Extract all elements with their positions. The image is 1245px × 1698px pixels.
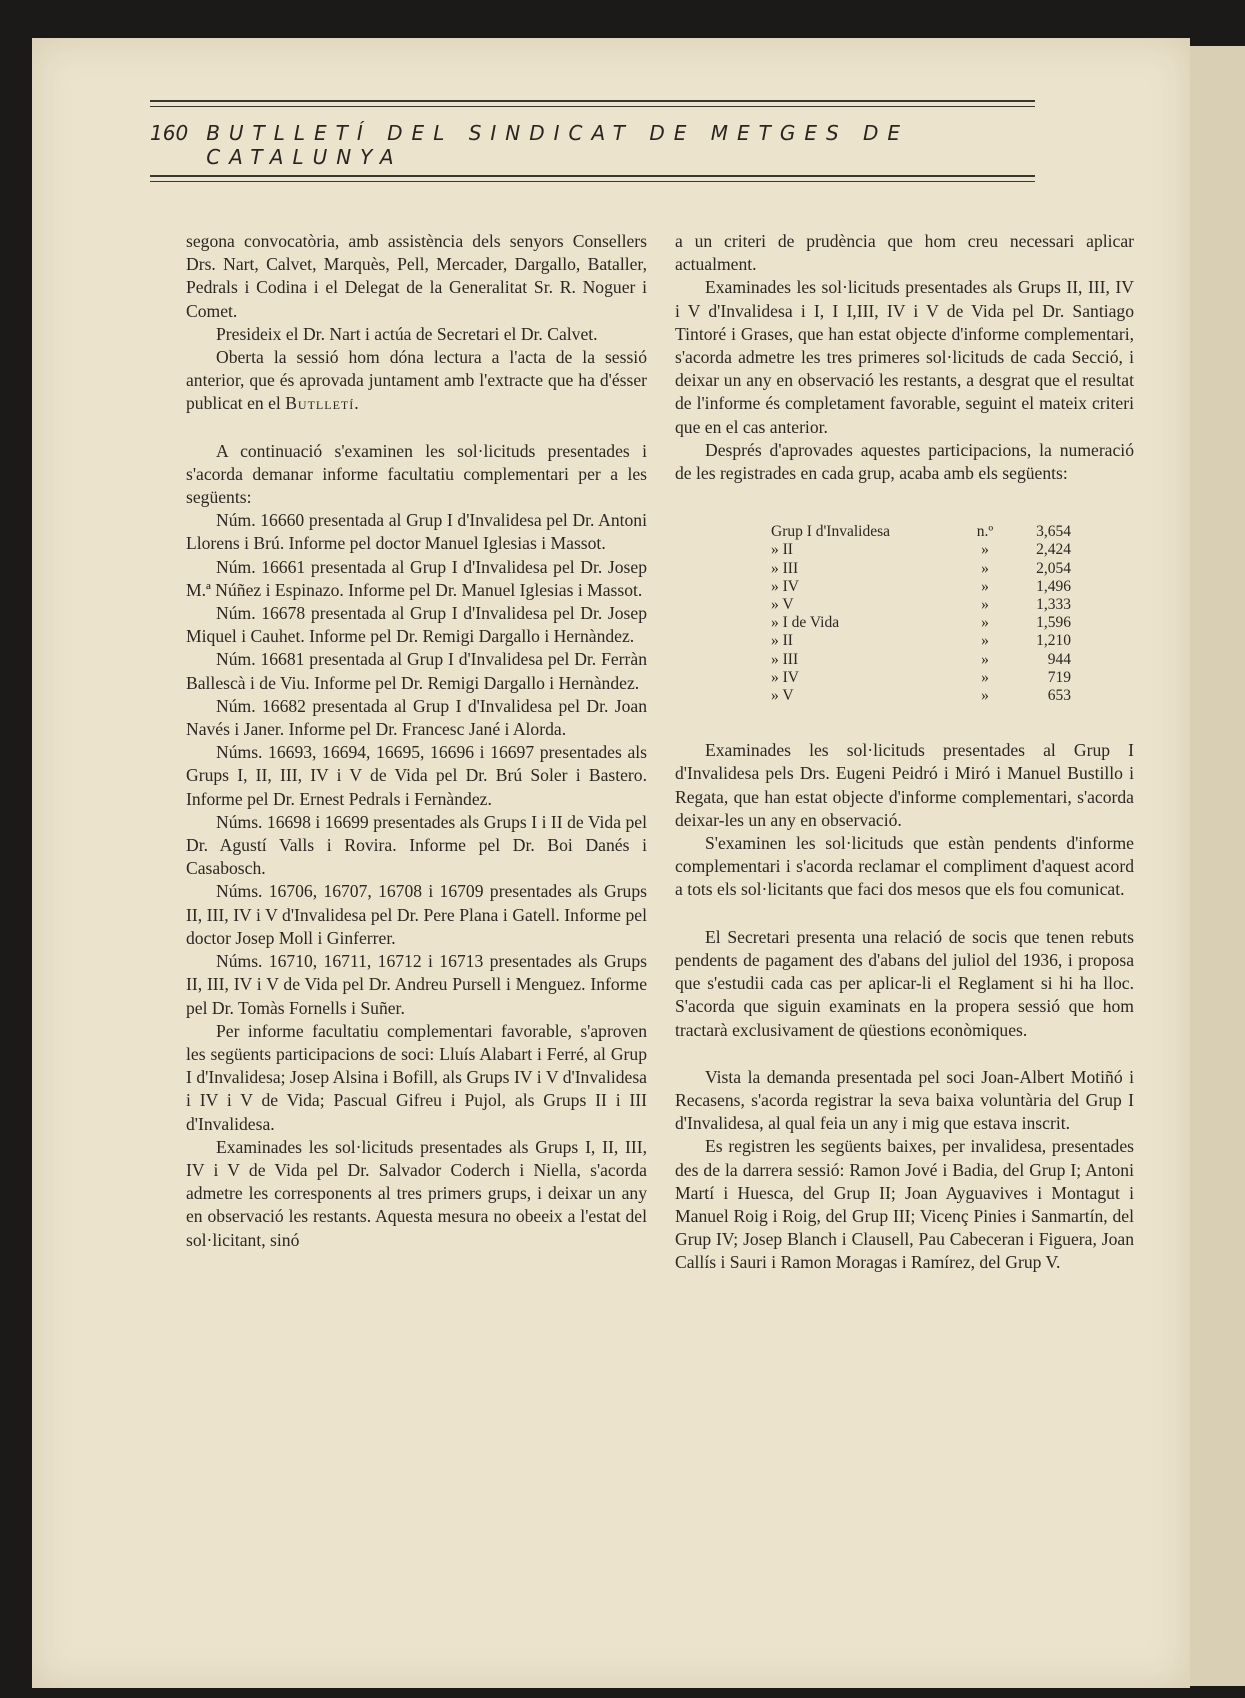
paragraph: Presideix el Dr. Nart i actúa de Secretari el Dr. Calvet.	[216, 323, 598, 344]
journal-title: BUTLLETÍ DEL SINDICAT DE METGES DE CATALUNYA	[206, 121, 910, 169]
paragraph: El Secretari presenta una relació de socis que tenen rebuts pendents de pagament des d'abans del juliol del 1936, i proposa que s'estudii cada cas per aplicar-li el Reglament si hi ha lloc. S'acorda que siguin examinats en la propera sessió que hom tractarà exclusivament de qüestions econòmiques.	[675, 926, 1134, 1040]
paragraph: Examinades les sol·licituds presentades als Grups I, II, III, IV i V de Vida pel Dr. Salvador Coderch i Niella, s'acorda admetre les corresponents al tres primers grups, i deixar un any en observació les restants. Aquesta mesura no obeeix a l'estat del sol·licitant, sinó	[186, 1136, 647, 1250]
paragraph: Examinades les sol·licituds presentades al Grup I d'Invalidesa pels Drs. Eugeni Peidró i Miró i Manuel Bustillo i Regata, que han estat objecte d'informe complementari, s'acorda deixar-les un any en observació.	[675, 740, 1134, 830]
registration-count: 1,596	[1036, 614, 1071, 632]
registration-count: 719	[1047, 668, 1071, 686]
group-label: » IV	[771, 577, 799, 595]
table-row	[771, 687, 1071, 705]
paragraph: Núm. 16678 presentada al Grup I d'Invalidesa pel Dr. Josep Miquel i Cauhet. Informe pel Dr. Remigi Dargallo i Hernàndez.	[186, 603, 647, 647]
table-row	[771, 523, 1071, 541]
paragraph: Núm. 16682 presentada al Grup I d'Invalidesa pel Dr. Joan Navés i Janer. Informe pel Dr. Francesc Jané i Alorda.	[186, 695, 647, 740]
paragraph	[186, 346, 647, 416]
next-page-edge	[1190, 46, 1245, 1686]
group-label: » II	[771, 632, 793, 650]
paragraph: Per informe facultatiu complementari favorable, s'aproven les següents participacions de soci: Lluís Alabart i Ferré, al Grup I d'Invalidesa; Josep Alsina i Bofill, als Grups IV i V d'Invalidesa i IV i V de Vida; Pascual Gifreu i Pujol, als Grups II i III d'Invalidesa.	[186, 1020, 647, 1134]
paragraph: S'examinen les sol·licituds que estàn pendents d'informe complementari i s'acorda reclamar el compliment d'aquest acord a tots els sol·licitants que faci dos mesos que els fou comunicat.	[675, 833, 1134, 900]
number-mark: n.º	[976, 523, 994, 541]
registration-count: 2,424	[1036, 541, 1071, 559]
paragraph: Núm. 16661 presentada al Grup I d'Invalidesa pel Dr. Josep M.ª Núñez i Espinazo. Informe pel Dr. Manuel Iglesias i Massot.	[186, 556, 647, 600]
number-mark: »	[981, 559, 989, 577]
paragraph: Núms. 16706, 16707, 16708 i 16709 presentades als Grups II, III, IV i V d'Invalidesa pel Dr. Pere Plana i Gatell. Informe pel doctor Josep Moll i Ginferrer.	[186, 881, 647, 948]
right-column	[675, 230, 1134, 1275]
group-label: » III	[771, 559, 799, 577]
table-row	[771, 560, 1071, 578]
paragraph-text: Oberta la sessió hom dóna lectura a l'acta de la sessió anterior, que és aprovada juntament amb l'extracte que ha d'ésser publicat en el	[186, 347, 647, 414]
number-mark: »	[981, 650, 989, 668]
paragraph: segona convocatòria, amb assistència dels senyors Consellers Drs. Nart, Calvet, Marquès, Pell, Mercader, Dargallo, Bataller, Pedrals i Codina i el Delegat de la Generalitat Sr. R. Noguer i Comet.	[186, 231, 647, 321]
paragraph: Núm. 16660 presentada al Grup I d'Invalidesa pel Dr. Antoni Llorens i Brú. Informe pel doctor Manuel Iglesias i Massot.	[186, 510, 647, 554]
paragraph: Després d'aprovades aquestes participacions, la numeració de les registrades en cada grup, acaba amb els següents:	[675, 439, 1134, 484]
paragraph: Núms. 16698 i 16699 presentades als Grups I i II de Vida pel Dr. Agustí Valls i Rovira. Informe pel Dr. Boi Danés i Casabosch.	[186, 811, 647, 879]
left-column	[186, 230, 647, 1252]
table-row	[771, 596, 1071, 614]
paragraph: Examinades les sol·licituds presentades als Grups II, III, IV i V d'Invalidesa i I, I I,III, IV i V de Vida pel Dr. Santiago Tintoré i Grases, que han estat objecte d'informe complementari, s'acorda admetre les tres primeres sol·licituds de cada Secció, i deixar un any en observació les restants, a desgrat que el resultat de l'informe és completament favorable, seguint el mateix criteri que en el cas anterior.	[675, 277, 1134, 437]
paragraph: Núm. 16681 presentada al Grup I d'Invalidesa pel Dr. Ferràn Ballescà i de Viu. Informe pel Dr. Remigi Dargallo i Hernàndez.	[186, 649, 647, 693]
table-row	[771, 614, 1071, 632]
group-label: » I de Vida	[771, 614, 840, 632]
table-row	[771, 632, 1071, 650]
number-mark: »	[981, 687, 989, 705]
number-mark: »	[981, 541, 989, 559]
number-mark: »	[981, 614, 989, 632]
number-mark: »	[981, 668, 989, 686]
group-label: » IV	[771, 668, 799, 686]
group-label: » V	[771, 687, 794, 705]
paragraph: a un criteri de prudència que hom creu necessari aplicar actualment.	[675, 231, 1134, 275]
paragraph: Es registren les següents baixes, per invalidesa, presentades des de la darrera sessió: Ramon Jové i Badia, del Grup I; Antoni Martí i Huesca, del Grup II; Joan Ayguavives i Montagut i Manuel Roig i Roig, del Grup III; Vicenç Pinies i Sanmartín, del Grup IV; Josep Blanch i Clausell, Pau Cabeceran i Figuera, Joan Callís i Sauri i Ramon Moragas i Ramírez, del Grup V.	[675, 1136, 1134, 1273]
paragraph: Núms. 16710, 16711, 16712 i 16713 presentades als Grups II, III, IV i V de Vida pel Dr. Andreu Pursell i Menguez. Informe pel Dr. Tomàs Fornells i Suñer.	[186, 951, 647, 1018]
page-number: 160	[150, 121, 189, 145]
group-label: Grup I d'Invalidesa	[771, 523, 891, 541]
registration-count: 1,496	[1036, 577, 1071, 595]
header-line	[150, 107, 1035, 175]
number-mark: »	[981, 596, 989, 614]
header-bottom-rule-thin	[150, 181, 1035, 182]
group-label: » III	[771, 650, 799, 668]
paragraph: A continuació s'examinen les sol·licituds presentades i s'acorda demanar informe facultatiu complementari per a les següents:	[186, 440, 647, 508]
paragraph: Núms. 16693, 16694, 16695, 16696 i 16697 presentades als Grups I, II, III, IV i V de Vida pel Dr. Brú Soler i Bastero. Informe pel Dr. Ernest Pedrals i Fernàndez.	[186, 742, 647, 809]
table-row	[771, 651, 1071, 669]
table-row	[771, 578, 1071, 596]
header-bottom-rule	[150, 175, 1035, 177]
registration-count: 3,654	[1036, 523, 1071, 541]
butlleti-word: Butlletí.	[285, 393, 360, 414]
running-header	[150, 100, 1035, 182]
table-row	[771, 669, 1071, 687]
group-label: » V	[771, 596, 794, 614]
paragraph: Vista la demanda presentada pel soci Joan-Albert Motiñó i Recasens, s'acorda registrar la seva baixa voluntària del Grup I d'Invalidesa, al qual feia un any i mig que estava inscrit.	[675, 1066, 1134, 1134]
registration-count: 1,333	[1036, 596, 1071, 614]
group-numbering-table	[771, 523, 1071, 705]
table-row	[771, 541, 1071, 559]
registration-count: 653	[1047, 687, 1071, 705]
registration-count: 944	[1047, 650, 1071, 668]
registration-count: 1,210	[1036, 632, 1071, 650]
group-label: » II	[771, 541, 793, 559]
number-mark: »	[981, 577, 989, 595]
registration-count: 2,054	[1036, 559, 1071, 577]
number-mark: »	[981, 632, 989, 650]
header-top-rule	[150, 100, 1035, 102]
